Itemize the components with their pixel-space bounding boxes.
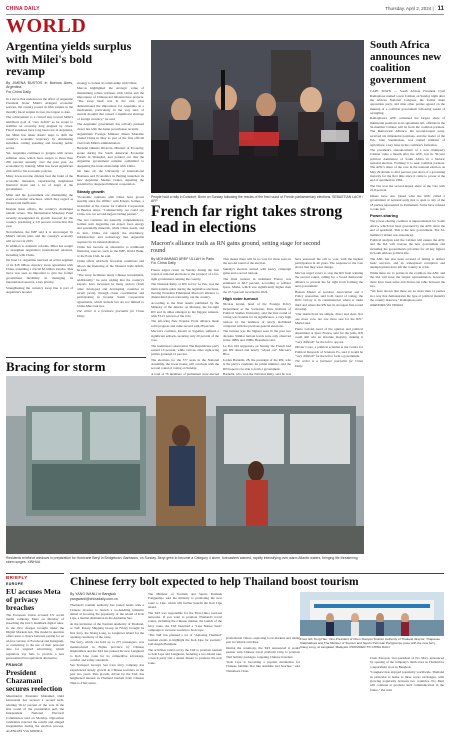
paragraph: Bardella, who won the National Rally, said he was xyxy=(223,372,291,377)
paragraph: have answered the call to vote, with the highest participation in 40 years. The response to the vote shows that they want change. xyxy=(295,256,363,270)
briefly-label: BRIEFLY xyxy=(6,575,28,580)
paragraph: During the ceremony, the TAT announced it would partner with Chinese travel platform Ctrip to promote Thai holiday packages, targeting Chinese travelers. xyxy=(226,645,300,659)
protest-photo xyxy=(151,40,364,193)
paragraph: promotional videos, exploring local markets and taking part in cultural activities. xyxy=(226,636,300,645)
paragraph: In a move that underscores the effect of Argentine President Javier Milei's stringent economic policies, the country posted its fifth surplus in the monthly fiscal surplus in four, the largest to date. xyxy=(6,96,73,114)
paragraph: CAPE TOWN — South African President Cyril Ramaphosa named a new Cabinet on Sunday night after the African National Congress, the former main opposition party, and nine other parties agreed on the makeup of a coalition government following weeks of wrangling. xyxy=(370,89,445,115)
paragraph: Chen Xiaoyan, vice-president of Pro Mart, announced by opening of the company's ninth store in Thailand in a department store in Bangkok. xyxy=(370,656,444,669)
subhead: High voter turnout xyxy=(223,295,258,301)
paragraph: Marcos highlighted the strategic value of maintaining robust relations with China and the importance of Chinese-led infrastructure projects. "The swap itself was in the vast, plus demonstrated the importance for Argentina as a mechanism, particularly in the way said, of current drought that caused a significant shortage of foreign currency," he said. xyxy=(77,86,144,121)
paragraph: "The swap facilitates many Chinese investments, additionally," he said, adding that the country's exports have increased in many sectors (from other developed and developing countries in recent years), through closer coordination and participating in broader South cooperation agreements, which include but are not limited to China-Mercosur ties. xyxy=(77,273,144,308)
storm-window-image xyxy=(6,376,364,554)
paragraph: Macron's coalition, known as Together, suffered a significant setback, securing only 20 percent of the vote. xyxy=(151,329,219,343)
paragraph: Many lower-income citizens bear the brunt of the economic measures, experiencing heightened financial strain and a lot of anger at the government. xyxy=(6,174,73,192)
agency-credit: AGENCIES VIA XINHUA xyxy=(370,302,404,307)
subhead: Power-sharing xyxy=(370,213,398,219)
paragraph: Macron urged voters to stop the RN from winning the second round, calling for a broad democratic alliance to prevent the far right from forming the next government. xyxy=(295,271,363,289)
briefly-column xyxy=(6,575,64,743)
writer-note: The writer is a freelance journalist for China Daily. xyxy=(77,309,144,318)
writer-note: The writer is a freelance journalist for China Daily. xyxy=(295,359,363,368)
argentina-col2 xyxy=(77,81,144,320)
ferry-ceremony-image xyxy=(300,592,444,636)
paragraph: Pierre Lafond, head of the opinion and political department at Ipsos France, said for the polls, RN could still win an absolute majority, making it "very difficult" for the left to oppose. xyxy=(295,326,363,344)
section-title: WORLD xyxy=(6,15,87,37)
paragraph: Olivier Costa, a political scientist at the Centre for Political Research of Sciences Po, said it would be "very difficult" for the left to form a government. xyxy=(295,345,363,358)
france-headline: French far right takes strong lead in elections xyxy=(151,203,343,237)
divider xyxy=(6,357,146,358)
ferry-photo-caption: From left: Tong Hao, Vice-President of Chen Xiaoyan Tourism Authority of Thailand director; Thapanee Kiatphaibool and Tha Minister of Tourism and Sports Permsak Pongpumpo pose with the new ferry, Xiang Long, at Langkawi, Malaysia. PROVIDED TO CHINA DAILY xyxy=(300,637,441,650)
paragraph: Others have also joined what the ANC called a government of national unity that is open to any of the 18 parties represented in Parliament. Some have refused to take part. xyxy=(370,193,445,211)
paragraph: Thailand's tourism authority has joined hands with a Chinese investor to launch a no-handling initiative aimed at boosting the popularity of the island of Koh Lipe, a marine destination in the Andaman Sea. xyxy=(70,603,144,621)
paragraph: Strengthening the currency swap line is part of Argentina's broader xyxy=(6,285,73,294)
brief-text: Mauritania's President Mohamed Ould Ghazouani has secured a second term, winning 56.12 percent of the vote in the first round of the presidential poll, the Independent National Electoral Commission said on Monday. Opposition candidates rejected the results and alleged irregularities during the election process. AGENCIES VIA XINHUA xyxy=(6,694,64,733)
paragraph: Milei and his government are dismantling the state's economic structures, which they regard as bloated and inefficient. xyxy=(6,192,73,206)
paragraph: "Economic relations with China have grown steadily since the 2000s," said Ernesto Gómez, a researcher at the Center for Cultural Cooperation in Buenos Aires. "Commercially, we could say China was our second-largest trading partner." xyxy=(77,194,144,217)
france-byline: By MOHAMMAD AREF ULLAH in Paris For China Daily xyxy=(151,256,214,266)
paragraph: The Argentine government has actively pursued closer ties with the Asian powerhouse recently. xyxy=(77,122,144,131)
paragraph: On June 12, Argentina renewed an active segment of its $18 billion currency swap agreement with China, extending a crucial $5 billion tranche. This move was seen as important to give the former government flexibility in managing its international reserves, a key priority. xyxy=(6,258,73,285)
brief-region: FRANCE xyxy=(6,663,23,668)
paragraph: Nevertheless, the IMF said it is encouraged by Milei's reform plan, and the country's economy will recover in 2025. xyxy=(6,229,73,243)
paragraph: While there are 11 parties in the coalition, the ANC and the DA will have the largest representation, however, there have been tense and drawn-out talks between the two. xyxy=(370,270,445,288)
storm-photo xyxy=(6,376,364,554)
paragraph: The turnout was the highest seen in the past two decades. Similar turnout levels were only observed in the 1980s and 1990s, Beaumont said. xyxy=(223,329,291,343)
paragraph: France edged closer on Sunday during the first round of national elections to the prospect of a far-right government running the country. xyxy=(151,268,219,281)
ferry-col4 xyxy=(370,656,444,744)
argentina-article xyxy=(6,39,145,318)
paragraph: The final turnout in mainland France was estimated at 66.7 percent, according to pollster Ipsos. Misha, which was significantly higher than the 47.5 percent recorded in 2022. xyxy=(223,276,291,294)
ferry-col2 xyxy=(148,592,222,744)
issue-date: Thursday, April 2, 2024 | xyxy=(385,6,434,11)
ferry-photo xyxy=(300,592,444,636)
paragraph: The power-sharing coalition is unprecedented for South Africa, which has been governed by the ANC since the end of apartheid. This is the new government. The 32-member Cabinet was announced. xyxy=(370,219,445,237)
ferry-col3 xyxy=(226,592,300,744)
paragraph: In addition to domestic reforms, Milei has sought to strengthen Argentina's international relations, including with China. xyxy=(6,244,73,257)
brief-headline: President Chazamani secures reelection xyxy=(6,668,63,694)
southafrica-body xyxy=(370,89,445,307)
paragraph: The achievement is a critical step toward Milei's ambitious goal of "zero deficit" as he works to stabilize an economy long plagued by crises. Fiscal surpluses have long been rare in Argentina, but Milei has taken drastic steps to shift the country's economic trajectory by eliminating subsidies, cutting spending and freezing public works. xyxy=(6,115,73,150)
argentina-headline: Argentina yields surplus with Milei's bold revamp xyxy=(6,39,132,79)
ferry-col1 xyxy=(70,592,144,744)
france-article xyxy=(151,203,364,377)
paragraph: The president's announcement of a new multiparty Cabinet came a month after the ANC lost its 30-year political dominance of South Africa in a historic national election. Forming it to seek coalition partners. The ANC's share of the vote in the national election on May 29 shrank to 40.2 percent, just short of a governing majority for the first time since it came to power at the end of apartheid in 1994. xyxy=(370,148,445,183)
paragraph: Hassan Mariel of Gardoni, Association and a Policy researcher, said both round of voting, the RN's victory is in constituencies where it ranks third and where the RN has its strongest first-round showing. xyxy=(295,289,363,311)
paragraph: Political analysts said the Cabinet will ensure the ANC and the DA will oversee the new government and including the government's priorities for all key figures in South African political life. xyxy=(370,238,445,256)
ferry-byline: By YANG WANLI in Bangkok yangwanli@chinadaily.com.cn xyxy=(70,592,118,601)
paragraph: The activities rolled out by the TAT to promote tourism to Koh Lipe and Langkawi, featuring a two-island tour, a beach party and a sunset dinner to promote the new route. xyxy=(148,647,222,665)
paragraph: Despite these efforts, the country's challenges remain severe. The International Monetary Fund recently downgraded its growth forecast for the country, predicting a 2.8 percent contraction this year. xyxy=(6,206,73,229)
paragraph: The Minister of Tourism and Sports Permsak Pongpumpo said the ministry is promoting the new route to Lipe, which will further benefit the Koh Lipe island. xyxy=(148,592,222,610)
southafrica-headline: South Africa announces new coalition government xyxy=(370,39,442,86)
brief-headline: EU accuses Meta of privacy breaches xyxy=(6,587,61,612)
paragraph: This means there will be no vote for those seats in the second round of the election. xyxy=(223,256,291,266)
ferry-headline: Chinese ferry bolt expected to help Thailand boost tourism xyxy=(70,576,359,588)
paragraph: Ramaphosa's ANC remained the largest share of ministerial positions as its agreement left, officials in the 32-member Cabinet will be from the coalition partners. The Democratic Alliance, the second-largest party, received six ministerial positions, and the leader of the DA, John Steenhuisen, was named minister of agriculture, a key issue in the coalition's formation. xyxy=(370,116,445,147)
paragraph: On June 19, the University of International Business and Economics in Beijing launched its new Argentine Studies Center, signaling the potential for deepened bilateral cooperation. xyxy=(77,169,144,187)
paragraph: The National Rally, or RN, led by Le Pen, was the main notable gains during the legislative elections, moving President Emmanuel Macron's alliance to distant third place nationally, ran the country. xyxy=(151,282,219,300)
paragraph: Bernabé Olmedo Rivarola, Minister of Economy, spoke during the South American Economic Forum in Shanghai, and pointed out that the Argentine government remains committed to deepening the trade relationship with China. xyxy=(77,146,144,168)
argentina-byline: By JIMENA BUSTOS in Buenos Aires, Argentina For China Daily xyxy=(6,80,73,95)
paragraph: The ANC has also been accused of failing to deliver basic services, and its widespread corruption and unemployment have left the country in crisis. xyxy=(370,256,445,270)
paragraph: The left-wing New Popular Front alliance made solid progress and came second with 28 percent. xyxy=(151,319,219,328)
brief-region: EUROPE xyxy=(6,582,24,586)
paragraph: The TAT was responsible for the Thai-China road-sea networks. If you want to promote Thailand's travel routes, including the Chinese market, the launch of the ferry route, the TAT launched a "Lipe Nature Seek" campaign to increase tourism to Koh Lipe. xyxy=(148,610,222,632)
protest-crowd-image xyxy=(151,40,364,193)
paragraph: "Our instructions are simple, direct and clear. Not one more vote, not one more seat for the RN," Mariel said. xyxy=(295,312,363,326)
argentina-col1 xyxy=(6,81,73,320)
ferry-article xyxy=(70,592,300,744)
paragraph: Jordan Bardella, 28, the president of the RN, who is the party's candidate for prime minister, said the RN hoped to be able to form a government. xyxy=(223,357,291,371)
paragraph: The DA won the second-largest share of the vote with 21.8 percent. xyxy=(370,183,445,193)
storm-photo-caption: Residents reinforce windows in preparation for Hurricane Beryl in Bridgetown, Barbados, on Sunday. Beryl grew to become a Category 4 storm, forecasters warned, rapidly intensifying over warm Atlantic waters, bringing life-threatening storm surges. XINHUA xyxy=(6,556,358,565)
paragraph: "The TAT has planned a lot of "Amazing Thailand" tourism events to highlight the Koh Lipe for tourism," said Angela Bangkok. xyxy=(148,633,222,647)
paragraph: Le Pen told supporters on Sunday the French had put RN ahead and nearly "wiped out" Macron's Bloc. xyxy=(223,343,291,357)
paragraph: According to the final results published by the Ministry of the Interior on Monday, the far-right RN and its allies emerged as the biggest winners, with 33.15 percent of the vote. xyxy=(151,300,219,318)
paragraph: A total of 76 members of parliament were elected xyxy=(151,372,219,376)
divider xyxy=(6,573,64,574)
page-number: 11 xyxy=(437,5,444,12)
protest-photo-caption: People hold a rally in Duisdorf, Bonn on Sunday following the results of the first round of French parliamentary elections. SEBASTIAN LACH / AFP xyxy=(151,195,364,204)
subhead: Steady growth xyxy=(77,188,105,194)
paragraph: China offers relatively favorable conditions and allows the financing of the bilateral trade deficit, he said. xyxy=(77,259,144,272)
paragraph: China has become an alternative to traditional financing sources, such as the IMF, World Bank, or the Paris Club, he said. xyxy=(77,245,144,258)
paragraph: At the invitation of the Tourism Authority of Thailand, or TAT, Rotary Shipping Group on Friday brought its first ferry, the Xiang Long, to Langkawi island for the opening ceremony of the route. xyxy=(70,621,144,639)
paragraph: "Langkawi has enjoyed popularity worldwide. Thailand in particular is home to three resort exchanges, with growing popularity between two countries. Pro Mart will continue to promote such communication in the future," she said. xyxy=(370,670,444,692)
paragraph: Sea Transport Group's Sea Lion ferry company has experienced steady growth in Chinese travelers in the past two years. This growth, driven by the TAT, has heightened interest in Thailand tourism from Chinese Thai-to-Thai routes. xyxy=(70,663,144,685)
paragraph: "We have shown that there are no more than 11 parties in a way that demonstrates the type of political maturity the country deserves," Ramaphosa said. xyxy=(370,289,445,303)
southafrica-article xyxy=(370,40,445,370)
paragraph: The traditional conservative The Republicans party earned 10 percent, while various other right-wing parties garnered 12 percent. xyxy=(151,343,219,357)
paragraph: Sunday's election started with heavy campaign gains and a record turnout. xyxy=(223,266,291,275)
paragraph: The ferry, which can hold up to 275 passengers, was manufactured in Fujian province by Chinese shipbuilders and the TAT has praised the new Langkawi to Koh Lipe route for its competitive advantage, comfort and safety standards. xyxy=(70,640,144,662)
divider xyxy=(70,573,444,574)
paragraph: The elections for the 577 seats in the National Assembly, the lower house, will conclude with the second round of voting on Sunday. xyxy=(151,357,219,371)
paragraph: "Koh Lipe is becoming a popular destination for Chinese families that like sunshine and beaches," said Thanakorn Chan. xyxy=(226,660,300,673)
paragraph: Yet, Argentina continues to grapple with severe inflation rates, which have surged to more than 200 percent annually over the past year. As economist by training, Milei has faced significant criticism for his economic policies. xyxy=(6,151,73,173)
masthead xyxy=(6,3,444,15)
paragraph: The two countries are naturally complementary, Gómez said. Argentina can export food, energy and potentially minerals, while China needs, and in turn, China can supply the machinery, infrastructure and technology that Argentina requires for its industrialization. xyxy=(77,217,144,244)
paragraph: Argentinian Foreign Minister Diana Mondino visited China in May as part of the first official visit from Milei's administration. xyxy=(77,132,144,145)
paragraph: Nicolas Grand, head of the Foreign Policy Department at the Sorbonne, Paris Institute of Political Studies University, said the first round of voting was notable for its significance, a very high turnout by the numbers of newly mobilized compared with the previous general elections. xyxy=(223,302,291,328)
france-deck: Macron's alliance trails as RN gains ground, setting stage for second round xyxy=(151,239,321,254)
newspaper-logo: CHINA DAILY xyxy=(6,5,40,12)
bracing-label: Bracing for storm xyxy=(6,359,106,374)
brief-text: The European Union accused US social media company Meta on Monday of breaching the bloc's landmark digital rules, in the first charges brought under the Digital Markets Act. The model in question offers users a choice between paying for an ad-free version of Facebook and Instagram, or consenting to the use of their personal data for targeted advertising, which regulators say fails to provide a less personalized but equivalent alternative. xyxy=(6,612,64,661)
paragraph: strategy to bolster its relationship with China. xyxy=(77,80,138,85)
